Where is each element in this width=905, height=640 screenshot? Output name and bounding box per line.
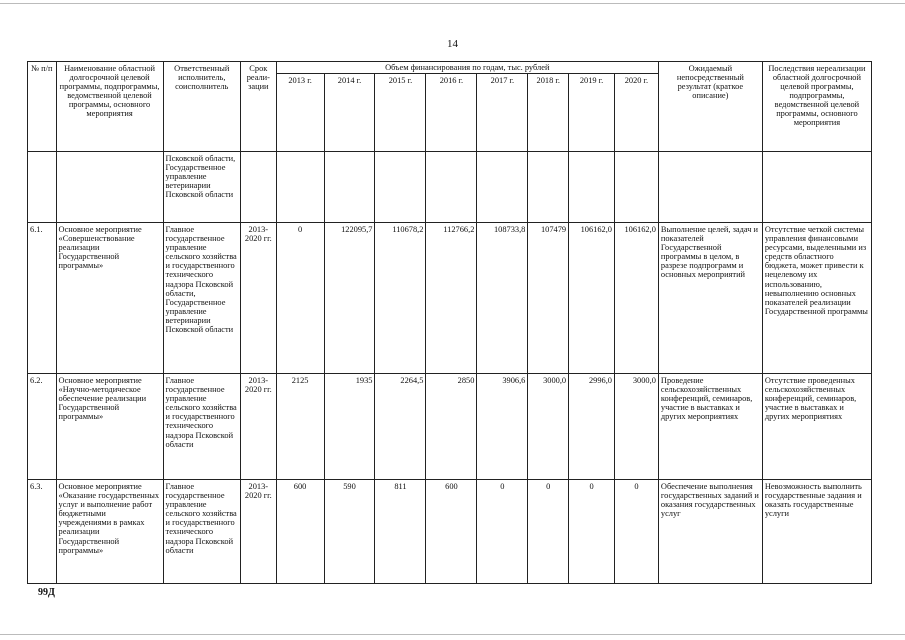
row-value [528, 152, 569, 223]
table-row [28, 152, 872, 223]
row-value: 590 [324, 480, 375, 584]
row-value: 0 [614, 480, 658, 584]
header-year: 2018 г. [528, 74, 569, 152]
header-year: 2014 г. [324, 74, 375, 152]
row-value: 2996,0 [569, 374, 615, 480]
row-num [28, 152, 57, 223]
row-value [614, 152, 658, 223]
header-row-1 [28, 62, 872, 74]
header-num: № п/п [28, 62, 57, 152]
row-term: 2013-2020 гг. [240, 223, 276, 374]
row-value: 2264,5 [375, 374, 426, 480]
header-year: 2016 г. [426, 74, 477, 152]
row-result: Проведение сельскохозяйственных конференций, семинаров, участие в выставках и других мероприятиях [658, 374, 762, 480]
row-name: Основное мероприятие «Научно-методическое обеспечение реализации Государственной программы» [56, 374, 163, 480]
row-value [477, 152, 528, 223]
row-value: 600 [426, 480, 477, 584]
row-term: 2013-2020 гг. [240, 374, 276, 480]
row-responsible: Главное государственное управление сельского хозяйства и государственного технического надзора Псковской области, Государственное управление ветеринарии Псковской области [163, 223, 240, 374]
row-value: 107479 [528, 223, 569, 374]
header-year: 2015 г. [375, 74, 426, 152]
row-value [569, 152, 615, 223]
row-value: 600 [276, 480, 324, 584]
row-name: Основное мероприятие «Совершенствование реализации Государственной программы» [56, 223, 163, 374]
row-value: 2850 [426, 374, 477, 480]
row-value: 110678,2 [375, 223, 426, 374]
row-num: 6.1. [28, 223, 57, 374]
row-result: Обеспечение выполнения государственных заданий и оказания государственных услуг [658, 480, 762, 584]
row-value: 3906,6 [477, 374, 528, 480]
row-value: 1935 [324, 374, 375, 480]
header-result: Ожидаемый непосредственный результат (краткое описание) [658, 62, 762, 152]
header-funding: Объем финансирования по годам, тыс. рублей [276, 62, 658, 74]
row-value: 106162,0 [569, 223, 615, 374]
row-result: Выполнение целей, задач и показателей Государственной программы в целом, в разрезе подпрограмм и основных мероприятий [658, 223, 762, 374]
header-year: 2020 г. [614, 74, 658, 152]
row-num: 6.3. [28, 480, 57, 584]
row-value [324, 152, 375, 223]
row-value: 106162,0 [614, 223, 658, 374]
header-year: 2017 г. [477, 74, 528, 152]
row-value: 0 [569, 480, 615, 584]
scan-top-edge [0, 3, 905, 4]
table-row [28, 223, 872, 374]
row-consequences [762, 152, 871, 223]
row-value [426, 152, 477, 223]
row-result [658, 152, 762, 223]
scan-bottom-edge [0, 634, 905, 635]
row-value: 0 [477, 480, 528, 584]
table-row [28, 480, 872, 584]
funding-table [27, 61, 872, 584]
row-consequences: Невозможность выполнить государственные задания и оказать государственные услуги [762, 480, 871, 584]
table-row [28, 374, 872, 480]
page-number: 14 [447, 38, 458, 50]
row-value: 3000,0 [528, 374, 569, 480]
header-name: Наименование областной долгосрочной целевой программы, подпрограммы, ведомственной целевой программы, основного мероприятия [56, 62, 163, 152]
row-value [276, 152, 324, 223]
row-value [375, 152, 426, 223]
row-value: 112766,2 [426, 223, 477, 374]
header-responsible: Ответственный исполнитель, соисполнитель [163, 62, 240, 152]
row-value: 3000,0 [614, 374, 658, 480]
row-value: 122095,7 [324, 223, 375, 374]
row-name [56, 152, 163, 223]
row-consequences: Отсутствие проведенных сельскохозяйственных конференций, семинаров, участие в выставках и других мероприятиях [762, 374, 871, 480]
row-name: Основное мероприятие «Оказание государственных услуг и выполнение работ бюджетными учреждениями в рамках реализации Государственной программы» [56, 480, 163, 584]
row-term: 2013-2020 гг. [240, 480, 276, 584]
row-term [240, 152, 276, 223]
row-consequences: Отсутствие четкой системы управления финансовыми ресурсами, выделенными из средств областного бюджета, может привести к нецелевому их использованию, невыполнению основных показателей реализации Государственной программы [762, 223, 871, 374]
row-responsible: Псковской области, Государственное управление ветеринарии Псковской области [163, 152, 240, 223]
header-consequences: Последствия нереализации областной долгосрочной целевой программы, подпрограммы, ведомственной целевой программы, основного мероприятия [762, 62, 871, 152]
row-value: 108733,8 [477, 223, 528, 374]
header-year: 2013 г. [276, 74, 324, 152]
row-value: 0 [528, 480, 569, 584]
footer-code: 99Д [38, 587, 55, 598]
row-responsible: Главное государственное управление сельского хозяйства и государственного технического надзора Псковской области [163, 374, 240, 480]
row-num: 6.2. [28, 374, 57, 480]
header-year: 2019 г. [569, 74, 615, 152]
row-value: 811 [375, 480, 426, 584]
row-value: 0 [276, 223, 324, 374]
row-responsible: Главное государственное управление сельского хозяйства и государственного технического надзора Псковской области [163, 480, 240, 584]
header-term: Срок реали-зации [240, 62, 276, 152]
row-value: 2125 [276, 374, 324, 480]
